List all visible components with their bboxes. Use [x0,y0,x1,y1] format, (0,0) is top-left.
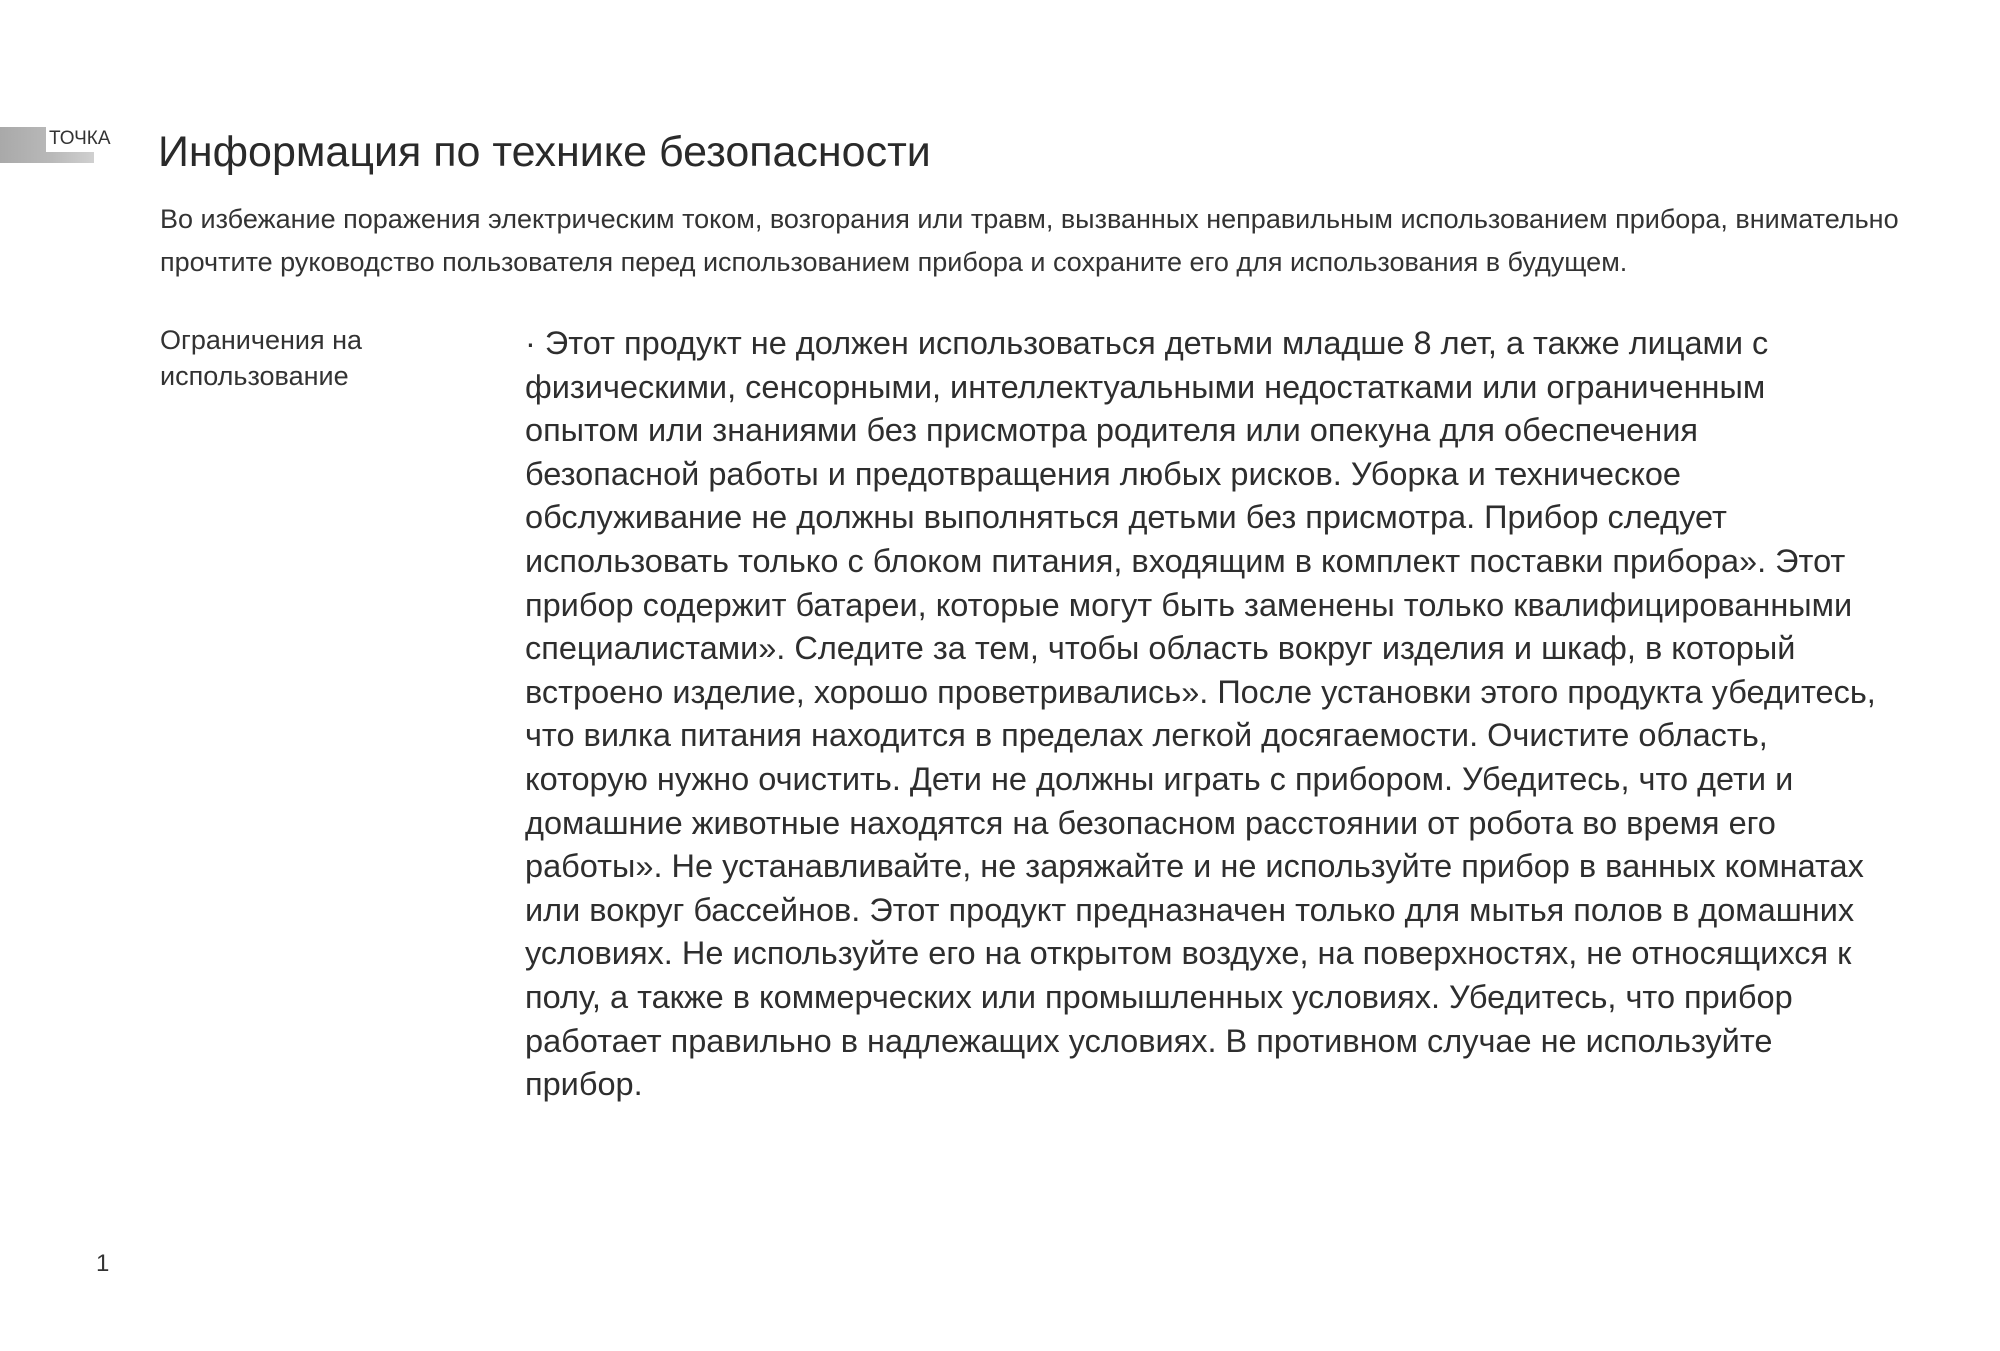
section-body: · Этот продукт не должен использоваться детьми младше 8 лет, а также лицами с физическими, сенсорными, интеллектуальными недостатками или ограниченным опытом или знаниями без присмотра родителя или опекуна для обеспечения безопасной работы и предотвращения любых рисков. Уборка и техническое обслуживание не должны выполняться детьми без присмотра. Прибор следует использовать только с блоком питания, входящим в комплект поставки прибора». Этот прибор содержит батареи, которые могут быть заменены только квалифицированными специалистами». Следите за тем, чтобы область вокруг изделия и шкаф, в который встроено изделие, хорошо проветривались». После установки этого продукта убедитесь, что вилка питания находится в пределах легкой досягаемости. Очистите область, которую нужно очистить. Дети не должны играть с прибором. Убедитесь, что дети и домашние животные находятся на безопасном расстоянии от робота во время его работы». Не устанавливайте, не заряжайте и не используйте прибор в ванных комнатах или вокруг бассейнов. Этот продукт предназначен только для мытья полов в домашних условиях. Не используйте его на открытом воздухе, на поверхностях, не относящихся к полу, а также в коммерческих или промышленных условиях. Убедитесь, что прибор работает правильно в надлежащих условиях. В противном случае не используйте прибор. [525,325,1876,1103]
side-tab-label: ТОЧКА [46,126,114,152]
page-number: 1 [96,1250,110,1277]
page-title: Информация по технике безопасности [158,128,931,176]
section-label: Ограничения на использование [160,325,362,391]
intro-paragraph: Во избежание поражения электрическим током, возгорания или травм, вызванных неправильным использованием прибора, внимательно прочтите руководство пользователя перед использованием прибора и сохраните его для использования в будущем. [160,204,1899,277]
